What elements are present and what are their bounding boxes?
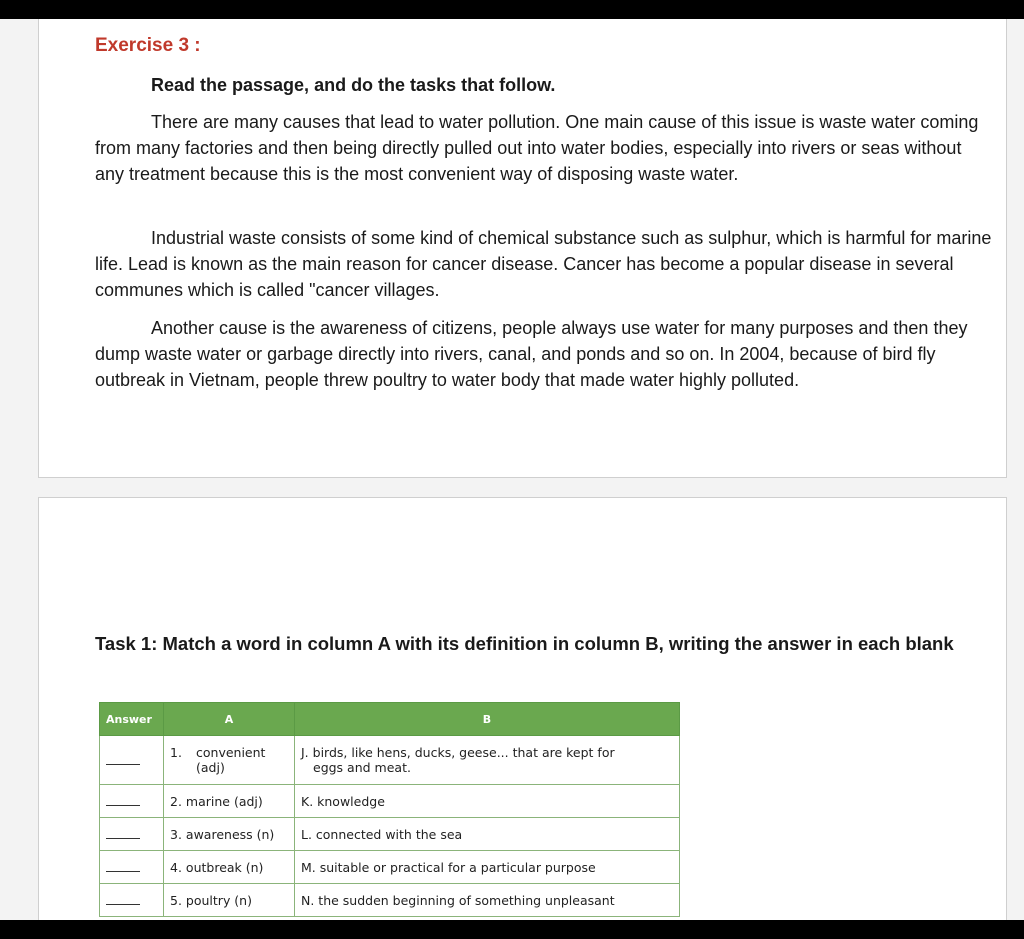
item-number: 2. [170, 793, 182, 809]
item-word: awareness (n) [185, 826, 275, 842]
table-row [100, 785, 680, 818]
header-column-a: A [164, 703, 295, 736]
matching-table [99, 702, 680, 917]
item-word: marine (adj) [185, 793, 263, 809]
column-a-cell [164, 884, 295, 917]
header-column-b: B [295, 703, 680, 736]
item-number: 4. [170, 859, 182, 875]
task-card [38, 497, 1007, 920]
column-a-cell [164, 851, 295, 884]
item-word: convenient [196, 745, 266, 760]
column-a-cell [164, 736, 295, 785]
definition: J. birds, like hens, ducks, geese... that are kept for [301, 745, 615, 760]
column-b-cell: N. the sudden beginning of something unpleasant [295, 884, 680, 917]
answer-blank[interactable] [100, 785, 164, 818]
passage-paragraph-3: Another cause is the awareness of citizens, people always use water for many purposes and then they dump waste water or garbage directly into rivers, canal, and ponds and so on. In 2004, because of bird fly outbreak in Vietnam, people threw poultry to water body that made water highly polluted. [95, 318, 968, 390]
item-word-type: (adj) [196, 760, 225, 775]
table-row [100, 736, 680, 785]
column-b-cell [295, 736, 680, 785]
table-row [100, 851, 680, 884]
table-header-row [100, 703, 680, 736]
exercise-title: Exercise 3 : [95, 35, 201, 56]
item-number: 5. [170, 892, 182, 908]
document-page [0, 19, 1024, 920]
table-row [100, 818, 680, 851]
answer-blank[interactable] [100, 736, 164, 785]
item-word: outbreak (n) [185, 859, 264, 875]
answer-blank[interactable] [100, 851, 164, 884]
column-b-cell: M. suitable or practical for a particular purpose [295, 851, 680, 884]
column-b-cell: L. connected with the sea [295, 818, 680, 851]
item-number: 1. [170, 745, 182, 760]
answer-blank[interactable] [100, 818, 164, 851]
task-title: Task 1: Match a word in column A with its definition in column B, writing the answer in each blank [95, 633, 954, 654]
table-row [100, 884, 680, 917]
passage-paragraph-1: There are many causes that lead to water pollution. One main cause of this issue is waste water coming from many factories and then being directly pulled out into water bodies, especially into rivers or seas without any treatment because this is the most convenient way of disposing waste water. [95, 112, 979, 184]
header-answer: Answer [100, 703, 164, 736]
item-word: poultry (n) [185, 892, 252, 908]
passage-card [38, 19, 1007, 478]
exercise-instruction: Read the passage, and do the tasks that follow. [151, 75, 556, 95]
column-a-cell [164, 818, 295, 851]
answer-blank[interactable] [100, 884, 164, 917]
item-number: 3. [170, 826, 182, 842]
passage-paragraph-2: Industrial waste consists of some kind of chemical substance such as sulphur, which is harmful for marine life. Lead is known as the main reason for cancer disease. Cancer has become a popular disease in several communes which is called "cancer villages. [95, 228, 992, 300]
definition-continued: eggs and meat. [313, 760, 411, 775]
column-a-cell [164, 785, 295, 818]
column-b-cell: K. knowledge [295, 785, 680, 818]
